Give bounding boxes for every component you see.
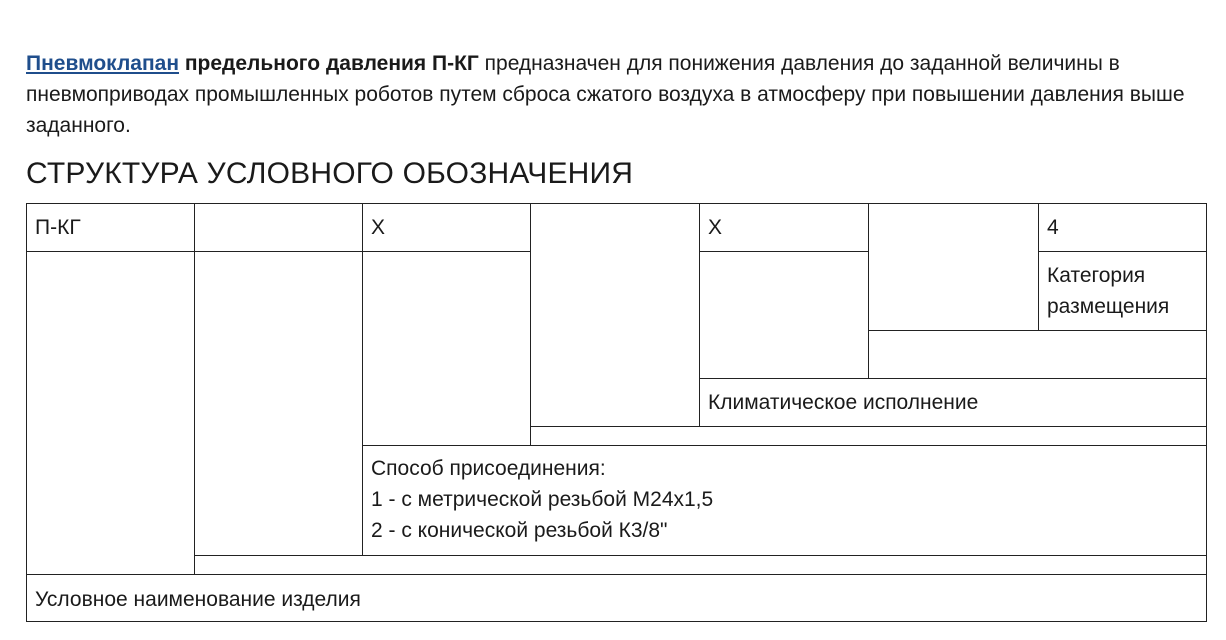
product-code: П-КГ [35,216,81,239]
table-line [26,574,1207,575]
table-line [26,621,1207,622]
category-value: 4 [1047,216,1059,239]
table-line [1206,203,1207,622]
table-line [362,445,1207,446]
table-line [26,251,530,252]
table-line [868,330,1207,331]
category-label-line2: размещения [1047,295,1170,318]
placeholder-x-connection: Х [371,216,386,239]
table-line [699,203,700,426]
placeholder-x-climate: Х [708,216,723,239]
table-line [1038,251,1207,252]
table-line [26,203,27,622]
table-line [699,378,1207,379]
table-line [194,555,1207,556]
table-line [530,426,1207,427]
table-line [26,203,1207,204]
connection-option-2: 2 - с конической резьбой К3/8" [371,519,668,542]
table-line [194,203,195,574]
table-line [362,203,363,555]
climate-label: Климатическое исполнение [708,391,979,414]
connection-title: Способ присоединения: [371,457,606,480]
table-line [1038,203,1039,330]
intro-text: предназначен для понижения давления до заданной величины в пневмоприводах промышленных роботов путем сброса сжатого воздуха в атмосферу при повышении давления выше заданного. [26,52,1185,137]
connection-option-1: 1 - с метрической резьбой М24х1,5 [371,488,714,511]
intro-bold: предельного давления П-КГ [179,52,479,75]
pneumovalve-link[interactable]: Пневмоклапан [26,52,180,75]
section-heading: СТРУКТУРА УСЛОВНОГО ОБОЗНАЧЕНИЯ [26,157,634,190]
table-line [699,251,868,252]
product-name-label: Условное наименование изделия [35,588,361,611]
category-label-line1: Категория [1047,264,1146,287]
table-line [530,203,531,445]
table-line [868,203,869,378]
